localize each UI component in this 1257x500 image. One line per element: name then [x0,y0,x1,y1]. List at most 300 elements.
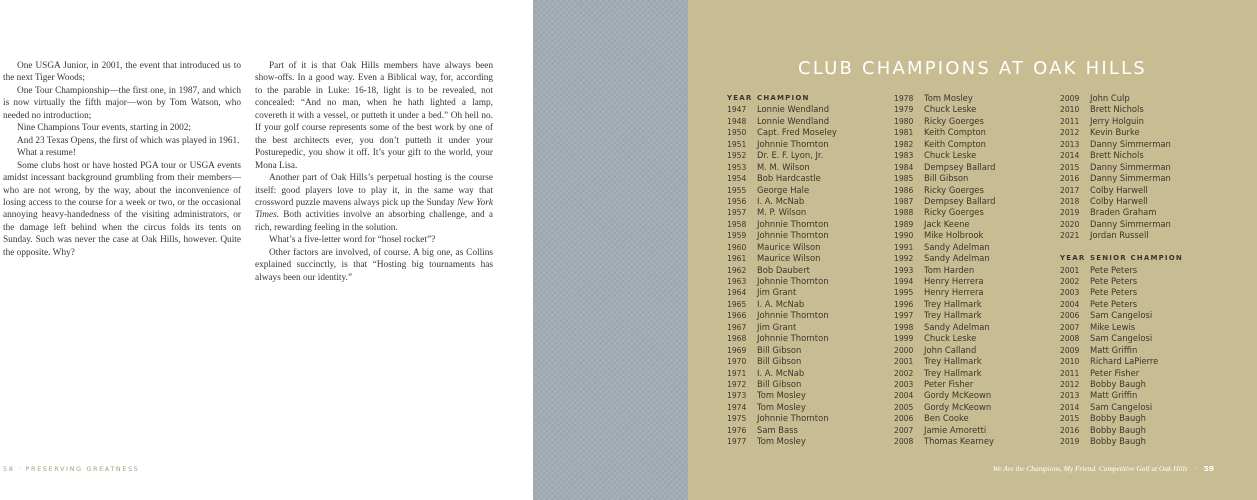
champion-cell: Bill Gibson [757,378,802,389]
champions-column-2 [894,93,996,448]
table-row [894,322,996,333]
paragraph: One USGA Junior, in 2001, the event that introduced us to the next Tiger Woods; [3,61,241,84]
year-cell: 1984 [894,162,914,172]
table-row [727,265,837,276]
folio-text: We Are the Champions, My Friend. Competitive Golf at Oak Hills [992,464,1188,473]
champion-cell: Sandy Adelman [924,321,990,332]
table-row [1060,436,1183,447]
table-row [894,230,996,241]
year-cell: 1995 [894,288,914,298]
table-row [727,402,837,413]
year-cell: 2009 [1060,345,1080,355]
champion-cell: Mike Holbrook [924,230,984,241]
champion-cell: Trey Hallmark [924,356,982,367]
table-row [894,356,996,367]
year-cell: 1990 [894,231,914,241]
table-row [1060,104,1183,115]
champion-cell: Maurice Wilson [757,241,821,252]
year-cell: 2016 [1060,425,1080,435]
champion-cell: Danny Simmerman [1090,161,1171,172]
page-number: 59 [1203,464,1214,473]
champion-cell: Lonnie Wendland [757,115,830,126]
year-cell: 2003 [1060,288,1080,298]
table-row [727,207,837,218]
champion-cell: Braden Graham [1090,207,1157,218]
table-row [894,185,996,196]
table-row [727,173,837,184]
champion-cell: Tom Mosley [924,93,973,103]
year-cell: 2009 [1060,94,1080,103]
champion-cell: Jordan Russell [1090,230,1149,241]
year-cell: 1948 [727,116,747,126]
year-cell: 1971 [727,368,747,378]
table-row [1060,185,1183,196]
table-row [727,219,837,230]
year-cell: 1951 [727,139,747,149]
spacer [1060,242,1183,253]
champion-cell: Lonnie Wendland [757,104,830,115]
year-cell: 2011 [1060,368,1080,378]
table-row [727,253,837,264]
year-cell: 2015 [1060,162,1080,172]
champion-cell: John Culp [1090,93,1130,103]
champion-cell: Richard LaPierre [1090,356,1159,367]
year-cell: 2002 [894,368,914,378]
year-cell: 2016 [1060,174,1080,184]
champion-cell: M. M. Wilson [757,161,810,172]
paragraph-text: Another part of Oak Hills’s perpetual hosting is the course itself: good players love to play it, in the same way that crossword puzzle mavens always pick up the Sunday [255,173,493,208]
table-row [727,139,837,150]
table-row [894,116,996,127]
table-row [1060,322,1183,333]
champion-cell: Johnnie Thornton [757,276,829,286]
champion-cell: Pete Peters [1090,264,1138,275]
year-cell: 2007 [1060,322,1080,332]
year-cell: 2010 [1060,357,1080,367]
table-row [727,368,837,379]
paragraph-text: Both activities involve an absorbing challenge, and a rich, rewarding feeling in the solution. [255,210,493,233]
champion-cell: Brett Nichols [1090,104,1144,115]
year-cell: 2017 [1060,185,1080,195]
champion-cell: Ricky Goerges [924,115,984,126]
year-cell: 1989 [894,219,914,229]
year-cell: 1973 [727,391,747,401]
year-cell: 2000 [894,345,914,355]
champion-cell: Sam Bass [757,424,798,435]
champion-cell: Bob Hardcastle [757,173,821,184]
paragraph: Some clubs host or have hosted PGA tour or USGA events amidst incessant background grumbling from their members—who are not wrong, by the way, about the inconvenience of losing access to the course for a week or two, or the occasional annoying heavy-handedness of the visiting administrators, or the damage left behind when the circus folds its tents on Sunday. Such was never the case at Oak Hills, however. Quite the opposite. Why? [3,160,241,258]
champion-cell: Matt Griffin [1090,344,1138,355]
left-column-1 [3,60,241,259]
champion-cell: Trey Hallmark [924,310,982,321]
champion-cell: Johnnie Thornton [757,218,829,229]
table-row [1060,265,1183,276]
champion-cell: Bobby Baugh [1090,436,1146,447]
year-cell: 1998 [894,322,914,332]
year-cell: 1972 [727,379,747,389]
header-senior-champion: SENIOR CHAMPION [1090,254,1183,263]
champion-cell: Gordy McKeown [924,401,992,412]
table-row [727,425,837,436]
year-cell: 1985 [894,174,914,184]
table-row [727,150,837,161]
table-row [894,219,996,230]
table-row [894,276,996,287]
champions-column-3 [1060,93,1183,448]
champion-cell: Johnnie Thornton [757,413,829,424]
table-row [1060,425,1183,436]
champion-cell: Bobby Baugh [1090,424,1146,435]
champion-cell: Dempsey Ballard [924,161,996,172]
header-year: YEAR [727,94,753,102]
table-row [727,299,837,310]
champion-cell: Johnnie Thornton [757,310,829,321]
year-cell: 1963 [727,277,747,286]
year-cell: 2011 [1060,116,1080,126]
table-row [727,333,837,344]
year-cell: 1955 [727,185,747,195]
champion-cell: Bobby Baugh [1090,378,1146,389]
champion-cell: Bob Daubert [757,264,810,275]
paragraph: What’s a five-letter word for “hosel rocket”? [269,235,436,246]
year-cell: 1962 [727,265,747,275]
champion-cell: Ricky Goerges [924,184,984,195]
year-cell: 1964 [727,288,747,298]
champion-cell: Kevin Burke [1090,127,1140,138]
table-row [894,413,996,424]
italic-title: New York Times. [255,197,493,221]
table-row [894,287,996,298]
header-champion: CHAMPION [757,94,810,102]
paragraph [255,172,493,234]
champion-cell: Tom Mosley [757,436,806,447]
champion-cell: I. A. McNab [757,367,805,378]
year-cell: 2002 [1060,277,1080,286]
year-cell: 2019 [1060,208,1080,218]
champion-cell: Henry Herrera [924,276,984,286]
table-row [1060,390,1183,401]
champion-cell: Sandy Adelman [924,241,990,252]
table-row [894,379,996,390]
table-row [894,345,996,356]
champion-cell: Capt. Fred Moseley [757,127,837,138]
year-cell: 1999 [894,334,914,344]
table-row [1060,276,1183,287]
year-cell: 1965 [727,299,747,309]
table-row [894,139,996,150]
champion-cell: I. A. McNab [757,298,805,309]
champion-cell: Keith Compton [924,127,986,138]
year-cell: 1953 [727,162,747,172]
year-cell: 1947 [727,105,747,115]
champion-cell: Sam Cangelosi [1090,401,1153,412]
year-cell: 1978 [894,94,914,103]
table-row [727,104,837,115]
champion-cell: Peter Fisher [924,378,974,389]
table-row [894,207,996,218]
champion-cell: Chuck Leske [924,333,977,344]
champion-cell: Pete Peters [1090,298,1138,309]
year-cell: 1958 [727,219,747,229]
left-column-2 [255,60,493,284]
left-page [0,0,533,500]
champions-column-1 [727,93,837,448]
paragraph: Part of it is that Oak Hills members have always been show-offs. In a good way. Even a Biblical way, for, according to the parable in Luke: 16-18, light is to be revealed, not concealed: “And no man, when he hath lighted a lamp, covereth it with a vessel, or putteth it under a bed.” Oh hell no. If your golf course represents some of the best work by one of the best architects ever, you don’t putteth it under your Posturepedic, you show it off. It’s your gift to the world, your Mona Lisa. [255,61,493,171]
paragraph: What a resume! [17,148,76,159]
champion-cell: Sam Cangelosi [1090,310,1153,321]
champion-cell: Jim Grant [757,287,797,298]
champion-cell: Brett Nichols [1090,150,1144,161]
table-row [894,242,996,253]
table-row [894,173,996,184]
champion-cell: Tom Mosley [757,390,806,401]
champion-cell: Keith Compton [924,138,986,149]
year-cell: 1952 [727,151,747,161]
year-cell: 1968 [727,334,747,344]
table-row [1060,402,1183,413]
year-cell: 1983 [894,151,914,161]
table-row [894,196,996,207]
year-cell: 1961 [727,254,747,264]
year-cell: 1974 [727,402,747,412]
table-row [1060,139,1183,150]
champion-cell: Sam Cangelosi [1090,333,1153,344]
paragraph: Other factors are involved, of course. A big one, as Collins explained succinctly, is that “Hosting big tournaments has always been our identity.” [255,247,493,283]
year-cell: 2008 [1060,334,1080,344]
year-cell: 1970 [727,357,747,367]
year-cell: 1993 [894,265,914,275]
year-cell: 2021 [1060,231,1080,241]
year-cell: 1997 [894,311,914,321]
table-row [894,402,996,413]
champion-cell: Bill Gibson [757,344,802,355]
champion-cell: Pete Peters [1090,276,1138,286]
year-cell: 1975 [727,414,747,424]
year-cell: 2004 [1060,299,1080,309]
paragraph: And 23 Texas Opens, the first of which was played in 1961. [17,135,240,146]
table-row [1060,196,1183,207]
year-cell: 1980 [894,116,914,126]
right-page [688,0,1257,500]
year-cell: 1954 [727,174,747,184]
year-cell: 1967 [727,322,747,332]
champion-cell: M. P. Wilson [757,207,807,218]
year-cell: 1988 [894,208,914,218]
rows [894,93,996,448]
table-row [727,413,837,424]
table-row [727,116,837,127]
rows [727,104,837,447]
champion-cell: Thomas Kearney [924,436,994,447]
table-row [727,356,837,367]
year-cell: 2013 [1060,391,1080,401]
senior-table-header [1060,253,1183,264]
champion-cell: Henry Herrera [924,287,984,298]
year-cell: 2003 [894,379,914,389]
champion-cell: Chuck Leske [924,150,977,161]
champion-cell: Colby Harwell [1090,195,1148,206]
year-cell: 1969 [727,345,747,355]
year-cell: 1996 [894,299,914,309]
table-row [727,345,837,356]
table-row [727,379,837,390]
year-cell: 2019 [1060,437,1080,447]
year-cell: 1960 [727,242,747,252]
table-row [894,162,996,173]
year-cell: 2014 [1060,151,1080,161]
table-row [1060,150,1183,161]
champion-cell: Colby Harwell [1090,184,1148,195]
champion-cell: Matt Griffin [1090,390,1138,401]
year-cell: 1987 [894,196,914,206]
champion-cell: Chuck Leske [924,104,977,115]
table-row [727,196,837,207]
year-cell: 1979 [894,105,914,115]
champion-cell: Maurice Wilson [757,253,821,264]
year-cell: 1957 [727,208,747,218]
rows [1060,93,1183,242]
year-cell: 1992 [894,254,914,264]
champion-cell: Tom Harden [924,264,975,275]
table-row [894,299,996,310]
right-folio [993,464,1214,473]
year-cell: 2018 [1060,196,1080,206]
champion-cell: Jerry Holguin [1090,115,1144,126]
table-row [1060,333,1183,344]
table-row [727,310,837,321]
champion-cell: Bill Gibson [757,356,802,367]
year-cell: 1981 [894,128,914,138]
champion-cell: Dempsey Ballard [924,195,996,206]
year-cell: 2010 [1060,105,1080,115]
year-cell: 1966 [727,311,747,321]
table-row [1060,173,1183,184]
year-cell: 1982 [894,139,914,149]
table-row [894,150,996,161]
table-row [727,162,837,173]
champion-cell: Mike Lewis [1090,321,1136,332]
table-row [894,390,996,401]
year-cell: 1976 [727,425,747,435]
table-row [1060,116,1183,127]
table-row [894,253,996,264]
champion-cell: Danny Simmerman [1090,218,1171,229]
table-row [1060,356,1183,367]
header-year: YEAR [1060,254,1086,263]
champion-cell: Trey Hallmark [924,298,982,309]
year-cell: 2001 [1060,265,1080,275]
year-cell: 2006 [1060,311,1080,321]
champion-cell: Trey Hallmark [924,367,982,378]
year-cell: 1986 [894,185,914,195]
champion-cell: Ben Cooke [924,413,969,424]
year-cell: 1956 [727,196,747,206]
table-row [1060,219,1183,230]
table-row [894,333,996,344]
champion-cell: Bill Gibson [924,173,969,184]
champion-cell: Sandy Adelman [924,253,990,264]
table-row [1060,299,1183,310]
champion-cell: Jamie Amoretti [924,424,987,435]
year-cell: 1977 [727,437,747,447]
champion-cell: Gordy McKeown [924,390,992,401]
year-cell: 2005 [894,402,914,412]
champion-cell: Johnnie Thornton [757,138,829,149]
champion-cell: I. A. McNab [757,195,805,206]
champion-cell: Pete Peters [1090,287,1138,298]
table-row [727,436,837,447]
champion-cell: John Calland [924,344,977,355]
table-row [894,93,996,104]
table-row [1060,127,1183,138]
year-cell: 2014 [1060,402,1080,412]
table-row [1060,287,1183,298]
champion-cell: Bobby Baugh [1090,413,1146,424]
year-cell: 1991 [894,242,914,252]
champion-cell: Jim Grant [757,321,797,332]
table-row [894,265,996,276]
table-row [727,127,837,138]
year-cell: 2006 [894,414,914,424]
year-cell: 2004 [894,391,914,401]
table-row [1060,162,1183,173]
table-row [894,368,996,379]
table-row [727,287,837,298]
year-cell: 2001 [894,357,914,367]
champion-cell: Jack Keene [924,218,970,229]
paragraph: One Tour Championship—the first one, in 1987, and which is now virtually the fifth major—won by Tom Watson, who needed no introduction; [3,85,241,121]
folio-separator: · [1195,464,1198,473]
table-row [1060,93,1183,104]
table-row [727,276,837,287]
table-header [727,93,837,104]
champion-cell: Tom Mosley [757,401,806,412]
champion-cell: Danny Simmerman [1090,173,1171,184]
table-row [727,322,837,333]
page-title: CLUB CHAMPIONS AT OAK HILLS [798,58,1147,79]
table-row [1060,207,1183,218]
champion-cell: Ricky Goerges [924,207,984,218]
year-cell: 2007 [894,425,914,435]
year-cell: 2013 [1060,139,1080,149]
champion-cell: Dr. E. F. Lyon, Jr. [757,150,824,161]
table-row [727,185,837,196]
year-cell: 2015 [1060,414,1080,424]
table-row [1060,345,1183,356]
table-row [894,104,996,115]
table-row [1060,379,1183,390]
champion-cell: Johnnie Thornton [757,230,829,241]
paragraph: Nine Champions Tour events, starting in 2002; [17,123,191,134]
gutter-texture [533,0,688,500]
champion-cell: Johnnie Thornton [757,333,829,344]
year-cell: 2012 [1060,128,1080,138]
table-row [894,436,996,447]
table-row [1060,230,1183,241]
year-cell: 2008 [894,437,914,447]
table-row [727,390,837,401]
rows [1060,265,1183,448]
table-row [1060,413,1183,424]
year-cell: 1959 [727,231,747,241]
champion-cell: Danny Simmerman [1090,138,1171,149]
year-cell: 1950 [727,128,747,138]
table-row [1060,368,1183,379]
table-row [894,425,996,436]
champion-cell: George Hale [757,184,810,195]
left-folio: 58 · PRESERVING GREATNESS [3,465,140,473]
table-row [727,230,837,241]
